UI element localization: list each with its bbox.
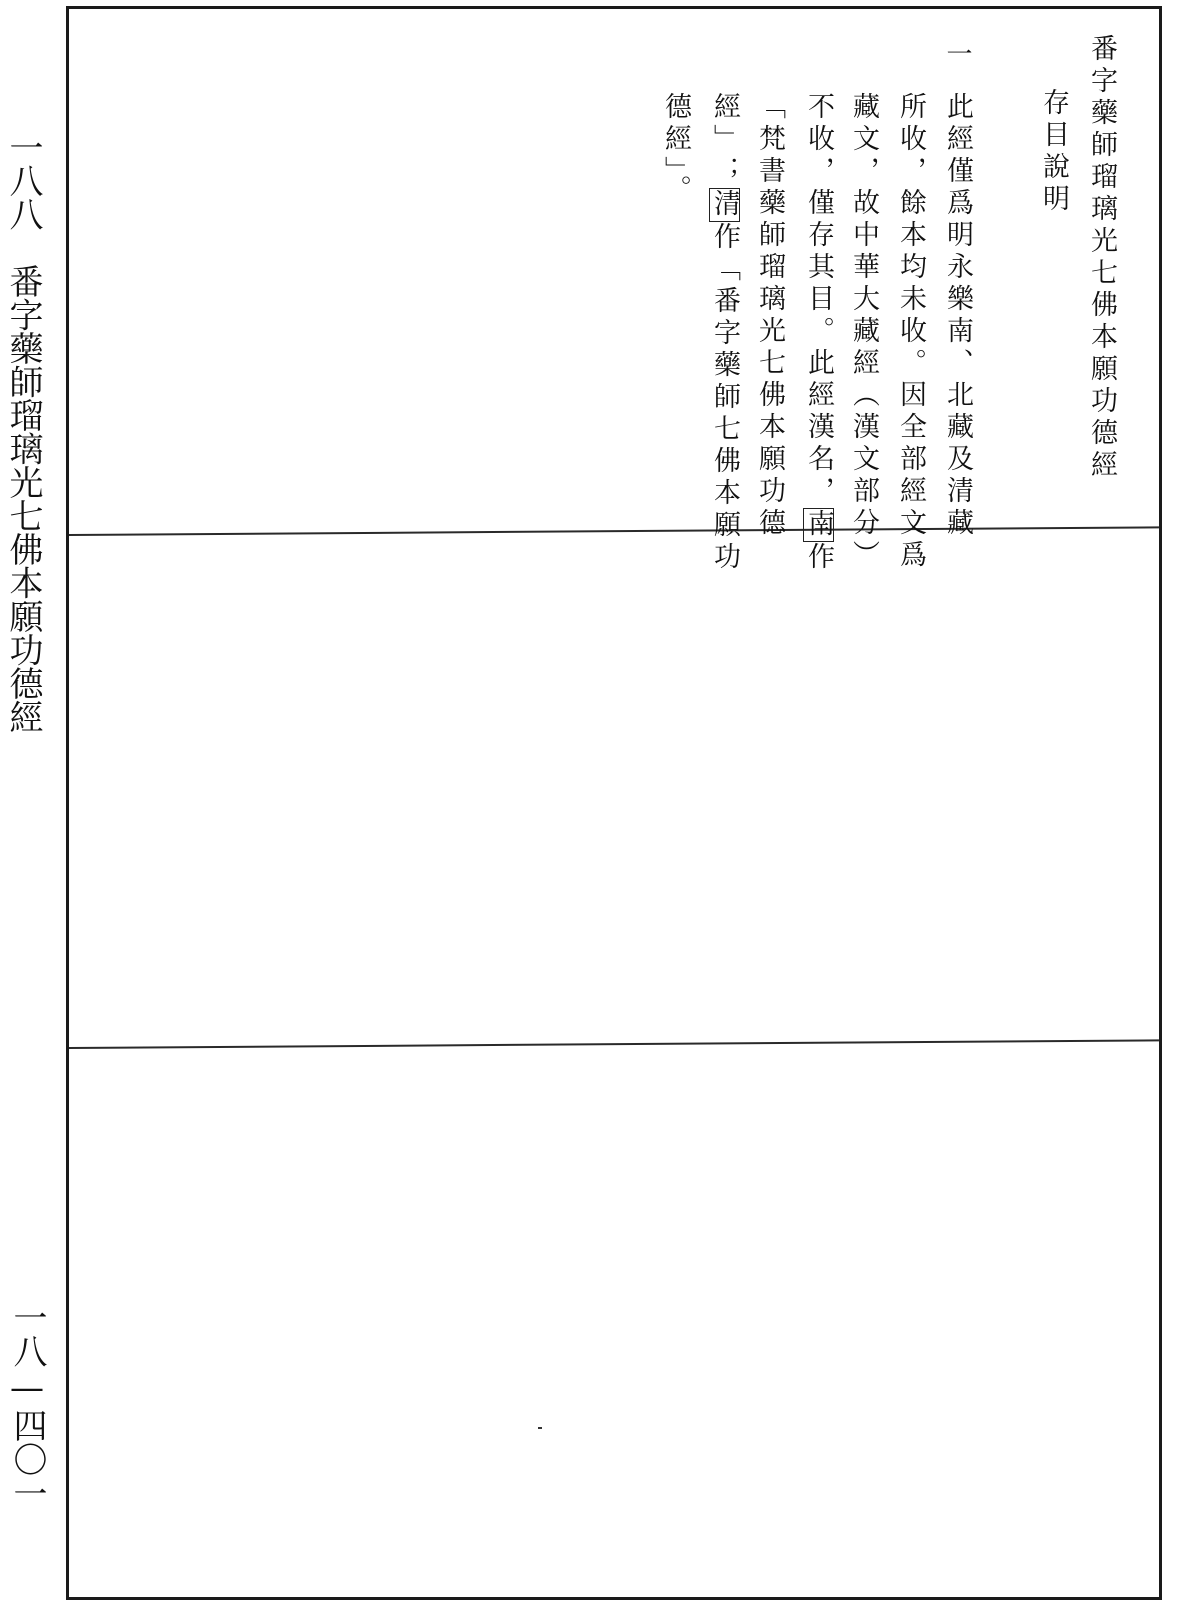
text-line-5: 「梵書藥師瑠璃光七佛本願功德 bbox=[754, 92, 785, 540]
text-line-7: 德經」。 bbox=[660, 92, 691, 207]
text-line-6 bbox=[709, 92, 740, 574]
edition-mark-qing: 清 bbox=[709, 189, 740, 221]
text-line-4-suffix: 作 bbox=[803, 542, 834, 574]
text-line-1: 此經僅爲明永樂南、北藏及清藏 bbox=[942, 92, 973, 540]
text-line-2: 所收，餘本均未收。因全部經文爲 bbox=[895, 92, 926, 572]
margin-page-number: 一八—四〇一 bbox=[7, 1300, 47, 1510]
sutra-title: 番字藥師瑠璃光七佛本願功德經 bbox=[1086, 34, 1117, 482]
text-line-4 bbox=[803, 92, 834, 574]
edition-mark-nan: 南 bbox=[803, 509, 834, 541]
margin-running-title: 一八八 番字藥師瑠璃光七佛本願功德經 bbox=[3, 130, 43, 733]
text-line-6-main: 經」； bbox=[709, 92, 740, 188]
page-frame bbox=[66, 6, 1162, 1600]
text-line-3: 藏文，故中華大藏經（漢文部分） bbox=[848, 92, 879, 572]
section-heading: 存目說明 bbox=[1038, 88, 1069, 216]
item-marker: 一 bbox=[942, 40, 972, 71]
scan-speck bbox=[538, 1427, 542, 1429]
text-line-4-main: 不收，僅存其目。此經漢名， bbox=[803, 92, 834, 508]
text-line-6-suffix: 作「番字藥師七佛本願功 bbox=[709, 222, 740, 574]
